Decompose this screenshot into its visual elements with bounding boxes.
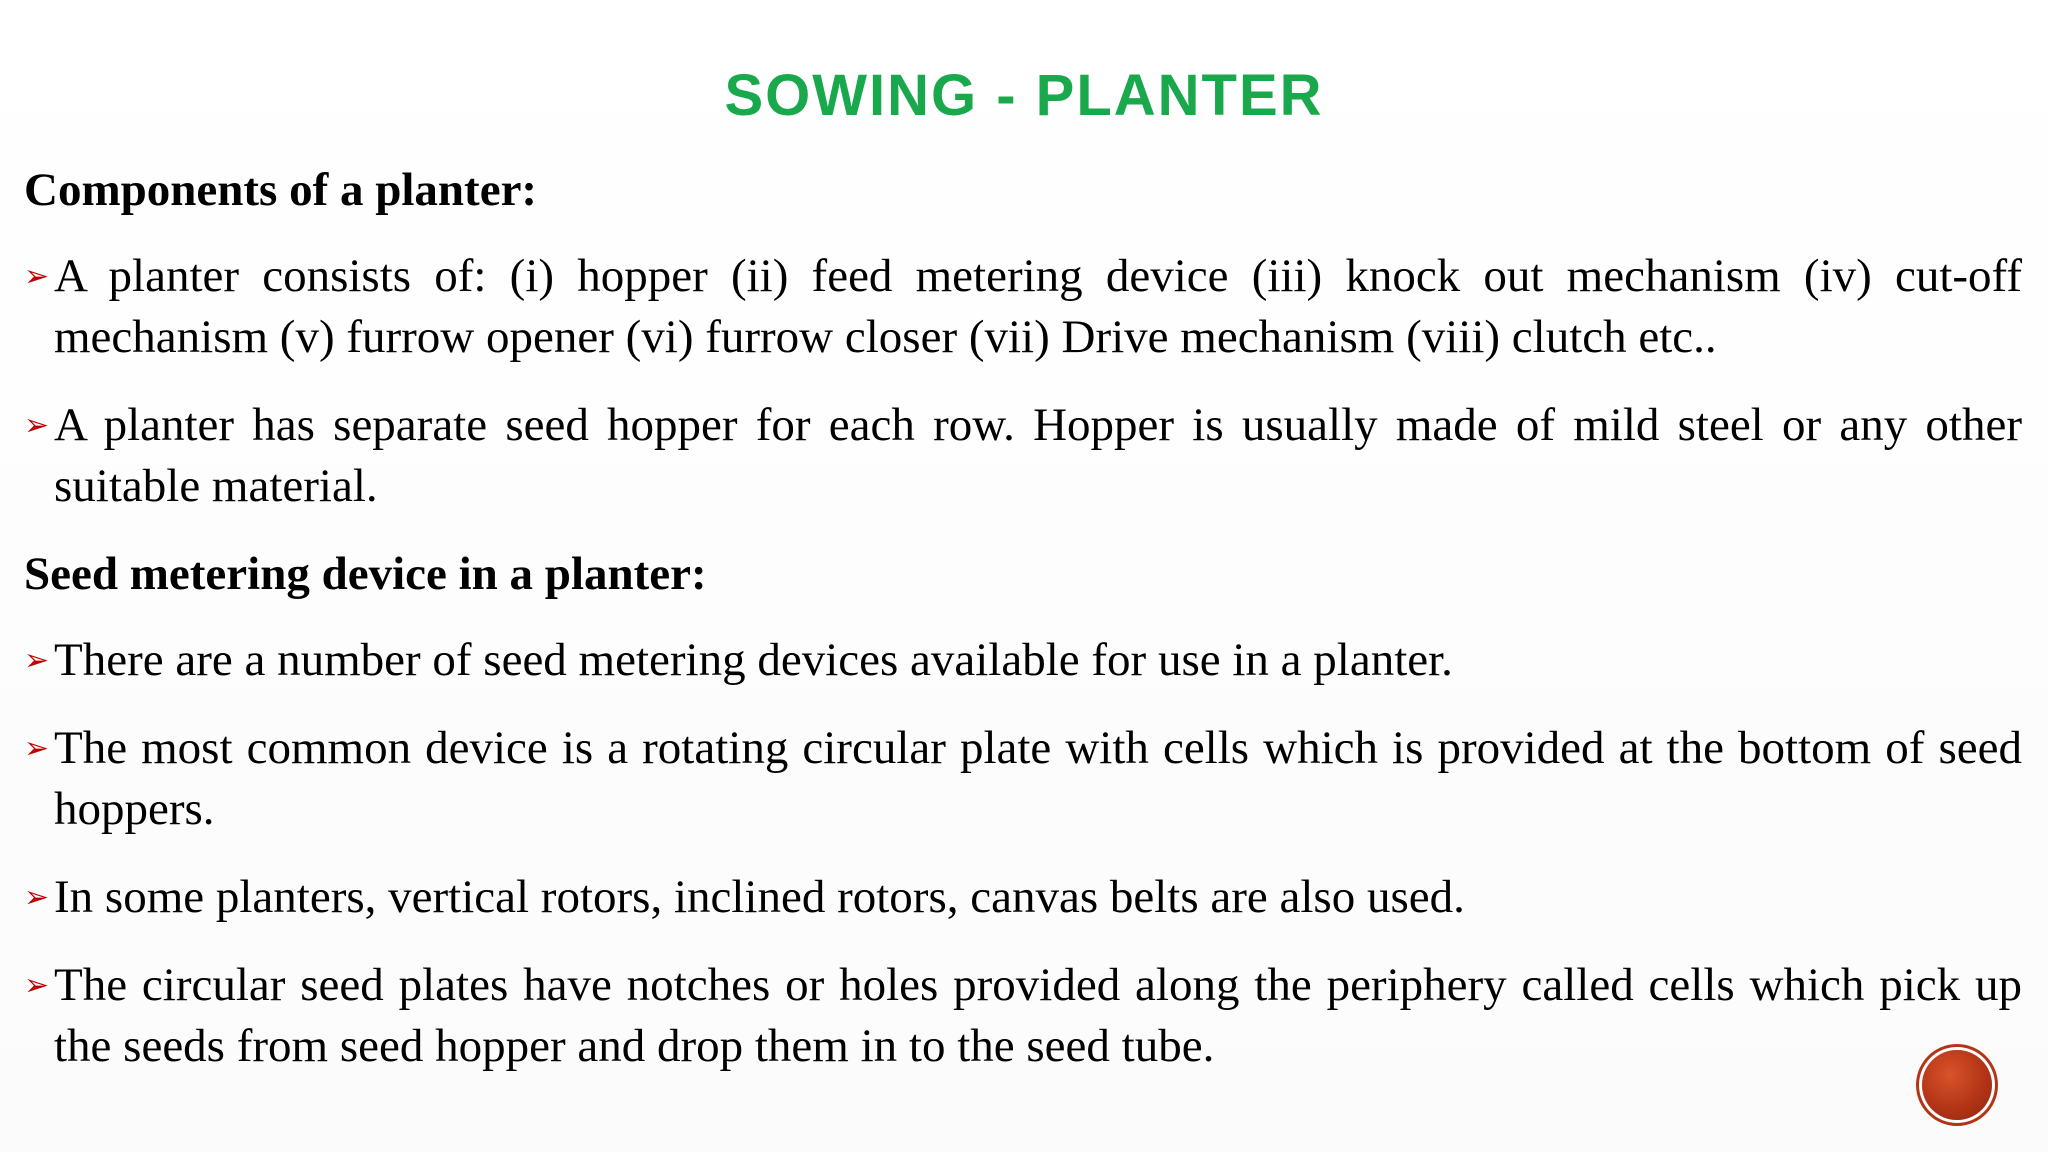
arrow-bullet-icon: ➢ <box>24 731 50 766</box>
bullet-item <box>24 630 2022 691</box>
slide-badge-circle <box>1922 1050 1992 1120</box>
bullet-item <box>24 867 2022 928</box>
arrow-bullet-icon: ➢ <box>24 968 50 1003</box>
bullet-item <box>24 395 2022 517</box>
bullet-text: There are a number of seed metering devices available for use in a planter. <box>54 634 1453 686</box>
bullet-item <box>24 246 2022 368</box>
bullet-text: The most common device is a rotating circular plate with cells which is provided at the bottom of seed hoppers. <box>54 722 2022 835</box>
arrow-bullet-icon: ➢ <box>24 880 50 915</box>
section-heading-components: Components of a planter: <box>24 164 538 216</box>
bullet-text: In some planters, vertical rotors, inclined rotors, canvas belts are also used. <box>54 871 1465 923</box>
slide-title: SOWING - PLANTER <box>724 63 1324 128</box>
bullet-text: The circular seed plates have notches or holes provided along the periphery called cells which pick up the seeds from seed hopper and drop them in to the seed tube. <box>54 959 2022 1072</box>
slide-content <box>24 160 2022 1104</box>
arrow-bullet-icon: ➢ <box>24 408 50 443</box>
bullet-item <box>24 718 2022 840</box>
bullet-text: A planter has separate seed hopper for each row. Hopper is usually made of mild steel or any other suitable material. <box>54 399 2022 512</box>
arrow-bullet-icon: ➢ <box>24 643 50 678</box>
arrow-bullet-icon: ➢ <box>24 259 50 294</box>
section-heading-seed-metering: Seed metering device in a planter: <box>24 548 707 600</box>
bullet-text: A planter consists of: (i) hopper (ii) feed metering device (iii) knock out mechanism (iv) cut-off mechanism (v) furrow opener (vi) furrow closer (vii) Drive mechanism (viii) clutch etc.. <box>54 250 2022 363</box>
bullet-item <box>24 955 2022 1077</box>
